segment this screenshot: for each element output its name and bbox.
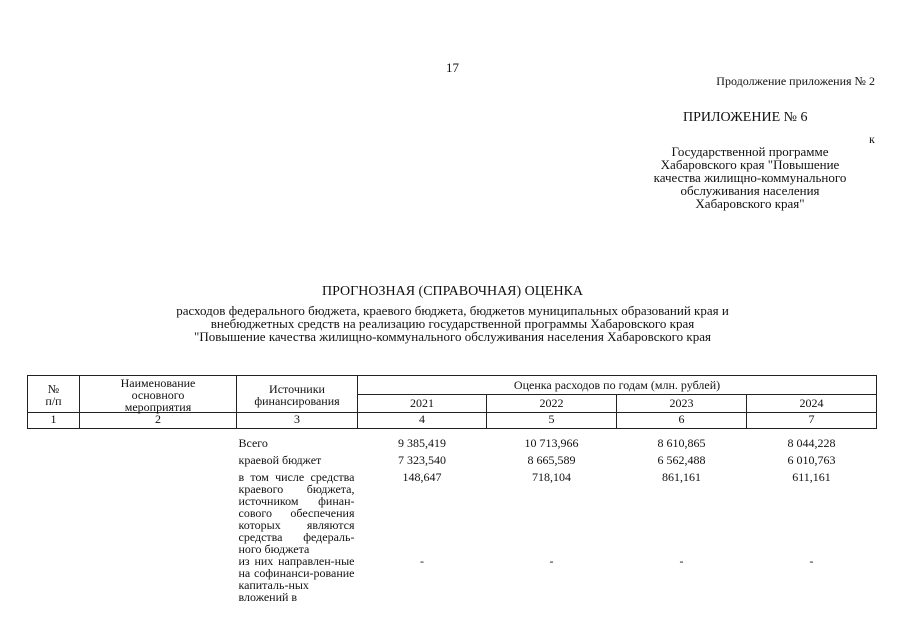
column-number: 5: [487, 413, 617, 429]
appendix-title: ПРИЛОЖЕНИЕ № 6: [683, 110, 808, 125]
budget-table: [27, 375, 877, 603]
header-num-line: п/п: [45, 394, 62, 408]
header-num: [28, 376, 80, 413]
column-number-row: [28, 413, 877, 429]
column-number: 3: [237, 413, 358, 429]
value-cell: 9 385,419: [398, 436, 446, 450]
appendix-line: качества жилищно-коммунального: [653, 170, 847, 185]
header-name-line: Наименование: [120, 376, 196, 390]
document-title: ПРОГНОЗНАЯ (СПРАВОЧНАЯ) ОЦЕНКА: [321, 284, 584, 299]
value-cell: 611,161: [792, 470, 831, 484]
value-cell: 7 323,540: [398, 453, 446, 467]
value-cell: 6 010,763: [787, 453, 836, 467]
table-row: [28, 454, 877, 471]
value-cell: 10 713,966: [524, 436, 579, 450]
subtitle-line: "Повышение качества жилищно-коммунального обслуживания населения Хабаровского края: [194, 329, 711, 344]
table-row: [28, 437, 877, 454]
header-year: 2022: [487, 394, 617, 413]
spacer-row: [28, 429, 877, 438]
source-cell: краевой бюджет: [238, 453, 322, 467]
column-number: 1: [28, 413, 80, 429]
header-source-line: финансирования: [254, 394, 340, 408]
value-cell: -: [420, 554, 424, 568]
header-year: 2021: [358, 394, 487, 413]
document-subtitle: [60, 304, 845, 343]
table-row: [28, 555, 877, 603]
header-name: [80, 376, 237, 413]
appendix-line: Государственной программе: [671, 144, 829, 159]
appendix-line: Хабаровского края": [695, 196, 805, 211]
table-row: [28, 471, 877, 555]
appendix-line: Хабаровского края "Повышение: [660, 157, 840, 172]
header-name-line: мероприятия: [124, 400, 192, 414]
value-cell: -: [549, 554, 554, 568]
continuation-note: Продолжение приложения № 2: [716, 74, 875, 88]
value-cell: 718,104: [532, 470, 571, 484]
column-number: 6: [617, 413, 747, 429]
appendix-body: [620, 145, 880, 210]
header-year: 2024: [747, 394, 877, 413]
value-cell: 8 665,589: [527, 453, 576, 467]
value-cell: 861,161: [662, 470, 701, 484]
column-number: 2: [80, 413, 237, 429]
column-number: 4: [358, 413, 487, 429]
header-num-line: №: [47, 382, 60, 396]
value-cell: 8 044,228: [787, 436, 836, 450]
subtitle-line: внебюджетных средств на реализацию государственной программы Хабаровского края: [210, 316, 695, 331]
value-cell: 148,647: [402, 470, 442, 484]
header-source: [237, 376, 358, 413]
value-cell: -: [809, 554, 814, 568]
value-cell: 8 610,865: [657, 436, 706, 450]
value-cell: -: [679, 554, 684, 568]
value-cell: 6 562,488: [657, 453, 706, 467]
appendix-k-mark: к: [869, 132, 875, 146]
column-number: 7: [747, 413, 877, 429]
source-cell: из них направлен-ные на софинанси-рование капиталь-ных вложений в: [238, 554, 355, 604]
header-name-line: основного: [131, 388, 185, 402]
header-year: 2023: [617, 394, 747, 413]
source-cell: в том числе средства краевого бюджета, источником финан-сового обеспечения которых являются средства федераль-ного бюджета: [238, 470, 355, 556]
page-number: 17: [446, 60, 459, 75]
subtitle-line: расходов федерального бюджета, краевого бюджета, бюджетов муниципальных образований края и: [176, 303, 729, 318]
source-cell: Всего: [238, 436, 268, 450]
header-source-line: Источники: [269, 382, 325, 396]
appendix-line: обслуживания населения: [680, 183, 820, 198]
header-estimate: Оценка расходов по годам (млн. рублей): [358, 376, 877, 395]
